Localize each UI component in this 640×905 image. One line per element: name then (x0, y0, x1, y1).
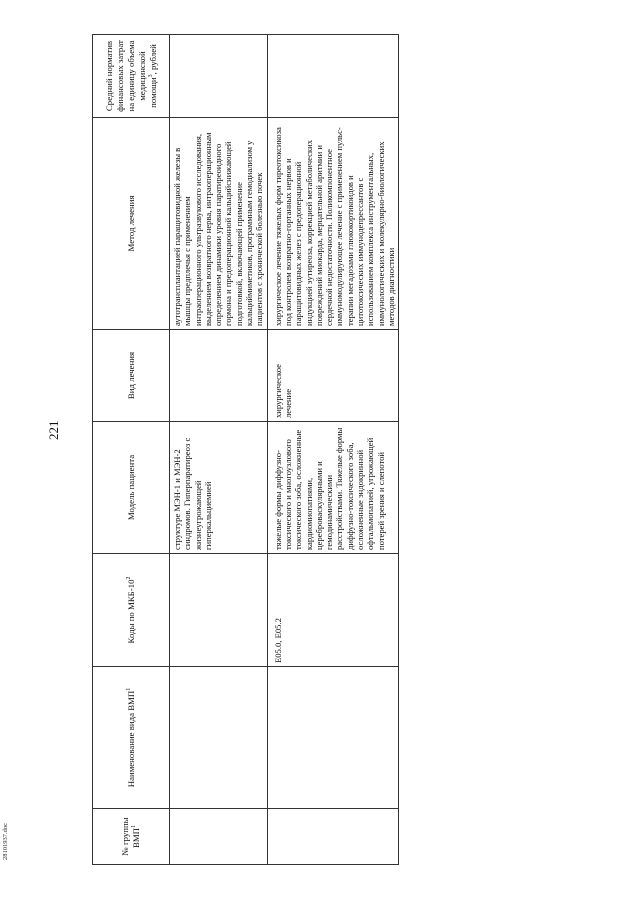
header-treatment-type: Вид лечения (93, 330, 170, 422)
cell-vmp-name (267, 667, 399, 809)
header-patient-model: Модель пациента (93, 422, 170, 554)
cell-patient-model: структуре МЭН-1 и МЭН-2 синдромов. Гиперпаратиреоз с жизнеугрожающей гиперкальциемией (170, 422, 268, 554)
cell-icd-codes (170, 554, 268, 667)
header-treatment-method: Метод лечения (93, 118, 170, 330)
table-row (267, 35, 399, 865)
header-vmp-name: Наименование вида ВМП$^1$ (93, 667, 170, 809)
cell-treatment-type (170, 330, 268, 422)
table-row (170, 35, 268, 865)
cell-average-cost (170, 35, 268, 118)
cell-group-number (170, 809, 268, 865)
cell-treatment-method: хирургическое лечение тяжелых форм тиреотоксикоза под контролем возвратно-гортанных нервов и паращитовидных желез с предоперационной индукцией эутиреоза, коррекцией метаболических повреждений миокарда, мерцательной аритмии и сердечной недостаточности. Поликомпонентное иммуномодулирующее лечение с применением пульс-терапии мегадозами глюкокортикоидов и цитотоксических иммунодепрессантов с использованием комплекса инструментальных, иммунологических и молекулярно-биологических методов диагностики (267, 118, 399, 330)
cell-treatment-type: хирургическое лечение (267, 330, 399, 422)
page-number: 221 (46, 420, 61, 440)
header-icd-codes: Коды по МКБ-$10^2$ (93, 554, 170, 667)
cell-patient-model: тяжелые формы диффузно-токсического и многоузлового токсического зоба, осложненные кардиомиопатиями, цереброваскулярными и гемодинамическими расстройствами. Тяжелые формы диффузно-токсического зоба, осложненные эндокринной офтальмопатией, угрожающей потерей зрения и слепотой (267, 422, 399, 554)
cell-vmp-name (170, 667, 268, 809)
header-group-number: № группы ВМП$^1$ (93, 809, 170, 865)
table-header-row (93, 35, 170, 865)
cell-average-cost (267, 35, 399, 118)
vmp-table (92, 34, 399, 865)
rotated-page (92, 35, 572, 865)
cell-icd-codes: E05.0, E05.2 (267, 554, 399, 667)
header-average-cost: Средний норматив финансовых затрат на единицу объема медицинской помощи$^3$, рублей (93, 35, 170, 118)
document-reference: 28101937.doc (2, 822, 9, 860)
cell-group-number (267, 809, 399, 865)
cell-treatment-method: аутотрансплантацией паращитовидной железы в мышцы предплечья с применением интраоперационного ультразвукового исследования, выделением возвратного нерва, интраоперационным определением динамики уровня паратиреоидного гормона и предоперационной кальцийснижающей подготовкой, включающей применение кальциймиметиков, программным гемодиализом у пациентов с хронической болезнью почек (170, 118, 268, 330)
